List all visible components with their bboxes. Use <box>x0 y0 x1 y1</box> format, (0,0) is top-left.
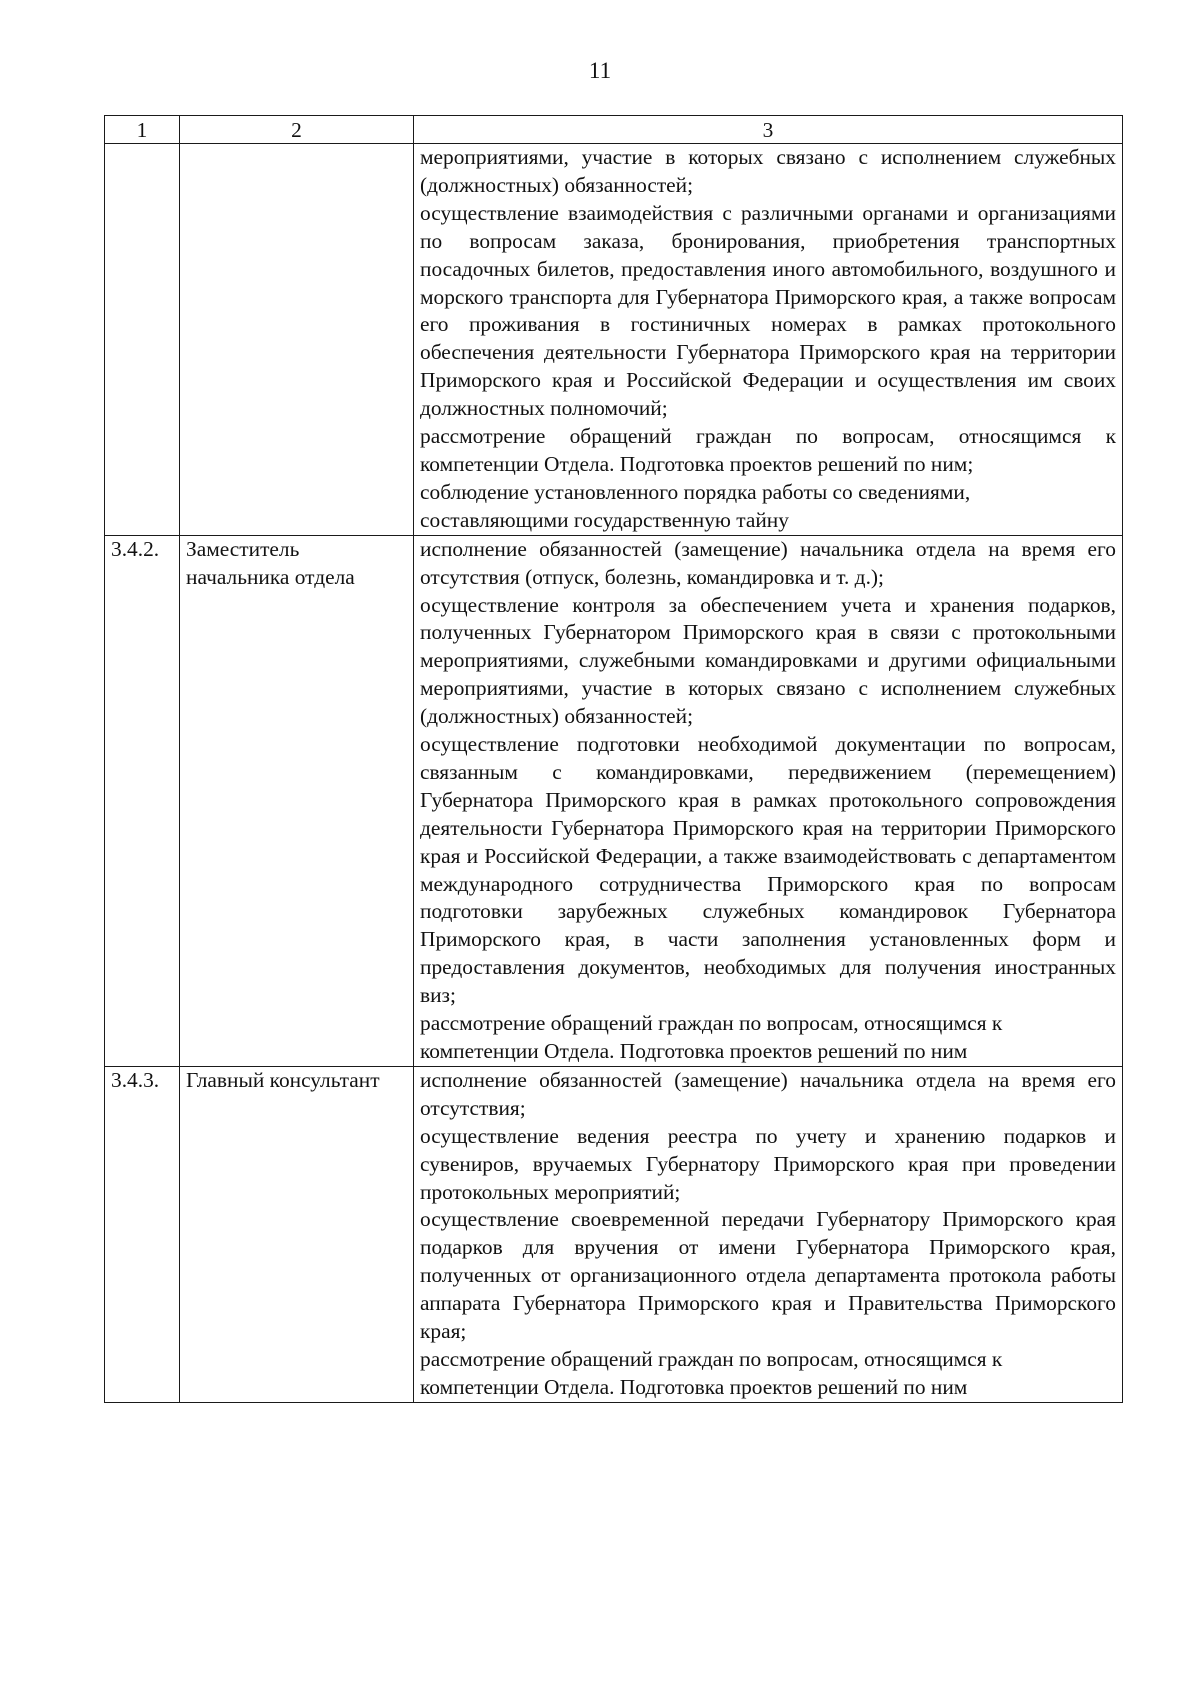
duty-paragraph: рассмотрение обращений граждан по вопросам, относящимся к компетенции Отдела. Подготовка проектов решений по ним <box>420 1346 1003 1399</box>
duties-table <box>104 115 1123 1403</box>
duty-paragraph: исполнение обязанностей (замещение) начальника отдела на время его отсутствия; <box>420 1067 1116 1120</box>
duty-paragraph: рассмотрение обращений граждан по вопросам, относящимся к компетенции Отдела. Подготовка проектов решений по ним; <box>420 424 1116 476</box>
duty-paragraph: исполнение обязанностей (замещение) начальника отдела на время его отсутствия (отпуск, болезнь, командировка и т. д.); <box>420 536 1116 589</box>
duty-paragraph: осуществление взаимодействия с различными органами и организациями по вопросам заказа, бронирования, приобретения транспортных посадочных билетов, предоставления иного автомобильного, воздушного и морского транспорта для Губернатора Приморского края, а также вопросам его проживания в гостиничных номерах в рамках протокольного обеспечения деятельности Губернатора Приморского края на территории Приморского края и Российской Федерации и осуществления им своих должностных полномочий; <box>420 200 1116 421</box>
duty-paragraph: мероприятиями, участие в которых связано с исполнением служебных (должностных) обязанностей; <box>420 145 1116 197</box>
duty-paragraph: осуществление подготовки необходимой документации по вопросам, связанным с командировками, передвижением (перемещением) Губернатора Приморского края в рамках протокольного сопровождения деятельности Губернатора Приморского края на территории Приморского края и Российской Федерации, а также взаимодействовать с департаментом международного сотрудничества Приморского края по вопросам подготовки зарубежных служебных командировок Губернатора Приморского края, в части заполнения установленных форм и предоставления документов, необходимых для получения иностранных виз; <box>420 732 1116 1008</box>
row-position-cell: Заместитель начальника отдела <box>180 535 414 1066</box>
row-number-cell: 3.4.2. <box>105 535 180 1066</box>
duty-paragraph: осуществление ведения реестра по учету и хранению подарков и сувениров, вручаемых Губернатору Приморского края при проведении протокольных мероприятий; <box>420 1123 1116 1204</box>
row-position-cell <box>180 144 414 536</box>
table-header-row <box>105 116 1123 144</box>
row-number-cell: 3.4.3. <box>105 1066 180 1402</box>
column-header-number: 1 <box>105 116 180 144</box>
table-row-3-4-3 <box>105 1066 1123 1402</box>
row-duties-cell <box>414 535 1123 1066</box>
page-number: 11 <box>588 58 612 83</box>
duty-paragraph: осуществление своевременной передачи Губернатору Приморского края подарков для вручения от имени Губернатора Приморского края, полученных от организационного отдела департамента протокола работы аппарата Губернатора Приморского края и Правительства Приморского края; <box>420 1207 1116 1344</box>
duty-paragraph: соблюдение установленного порядка работы со сведениями, составляющими государственную тайну <box>420 479 971 532</box>
row-duties-cell <box>414 1066 1123 1402</box>
row-position-cell: Главный консультант <box>180 1066 414 1402</box>
table-row-3-4-2 <box>105 535 1123 1066</box>
duty-paragraph: рассмотрение обращений граждан по вопросам, относящимся к компетенции Отдела. Подготовка проектов решений по ним <box>420 1011 1003 1063</box>
column-header-duties: 3 <box>414 116 1123 144</box>
row-duties-cell <box>414 144 1123 536</box>
column-header-position: 2 <box>180 116 414 144</box>
row-number-cell <box>105 144 180 536</box>
table-row-continued <box>105 144 1123 536</box>
duty-paragraph: осуществление контроля за обеспечением учета и хранения подарков, полученных Губернатором Приморского края в связи с протокольными мероприятиями, служебными командировками и другими официальными мероприятиями, участие в которых связано с исполнением служебных (должностных) обязанностей; <box>420 592 1116 729</box>
